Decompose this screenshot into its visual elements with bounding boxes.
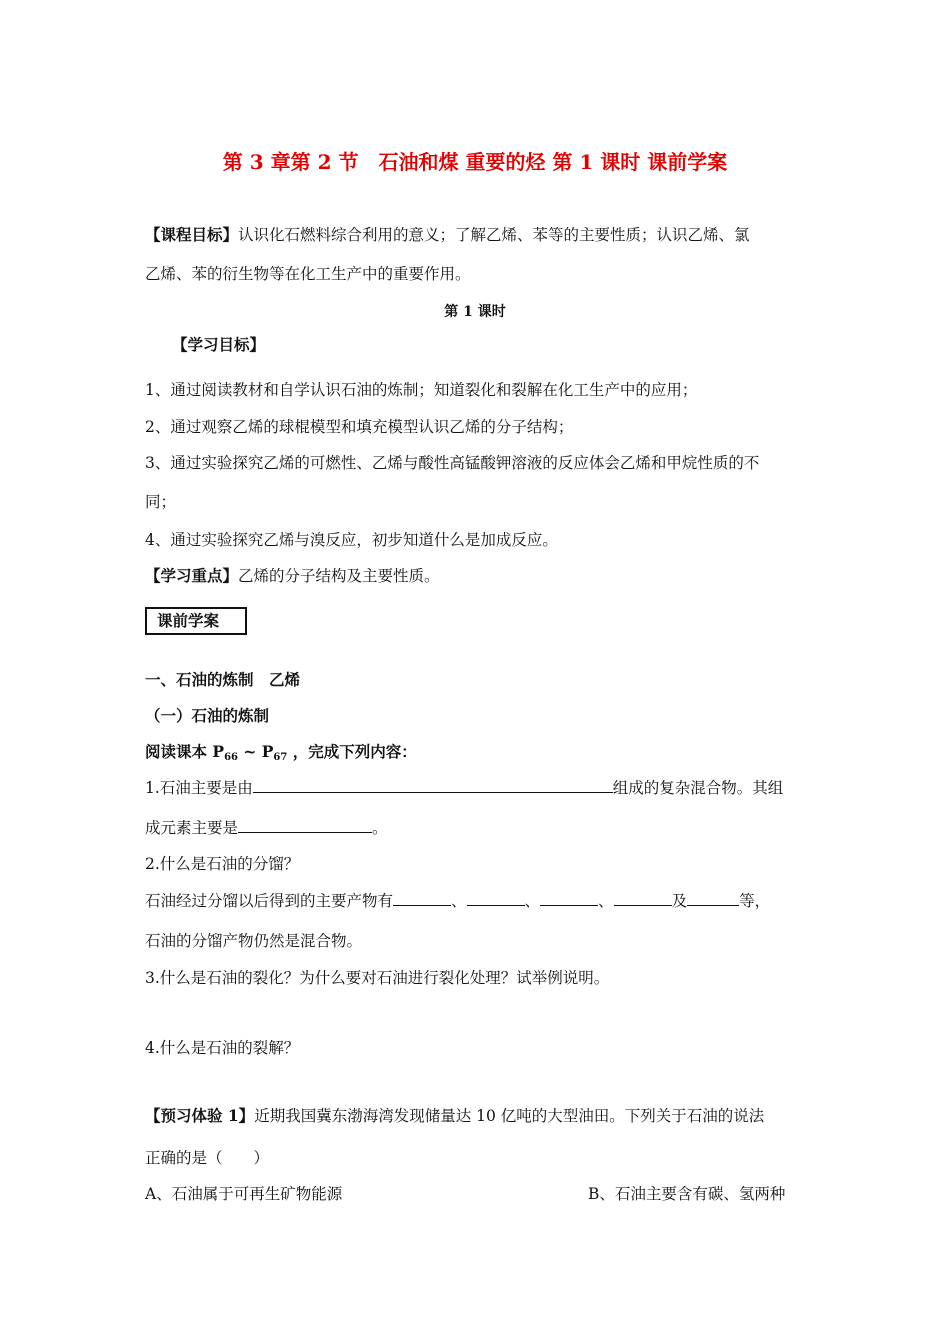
option-b: B、石油主要含有碳、氢两种 [588,1185,786,1203]
option-a: A、石油属于可再生矿物能源 [145,1185,343,1203]
lesson-heading: 第 1 课时 [444,304,506,320]
question-2-title: 2.什么是石油的分馏？ [145,855,300,873]
reading-instruction [145,742,417,768]
goal-1: 1、通过阅读教材和自学认识石油的炼制；知道裂化和裂解在化工生产中的应用； [145,381,698,399]
answer-blank[interactable] [540,891,598,906]
answer-blank[interactable] [614,891,672,906]
question-2-note: 石油的分馏产物仍然是混合物。 [145,932,363,950]
q1-text-b: 组成的复杂混合物。其组 [612,779,784,797]
separator: 、 [451,892,467,910]
goal-2: 2、通过观察乙烯的球棍模型和填充模型认识乙烯的分子结构； [145,418,574,436]
preview-text: 近期我国冀东渤海湾发现储量达 10 亿吨的大型油田。下列关于石油的说法 [254,1107,765,1125]
question-1-line2 [145,818,388,838]
study-focus [145,566,440,586]
preview-line2: 正确的是（ ） [145,1149,270,1167]
preview-label: 【预习体验 1】 [145,1106,255,1125]
reading-tilde: ~ P [237,742,274,761]
q2-text: 石油经过分馏以后得到的主要产物有 [145,892,394,910]
q1-text-d: 。 [372,819,388,837]
separator: 、 [598,892,614,910]
course-goal-label: 【课程目标】 [145,225,239,244]
course-goal-line2: 乙烯、苯的衍生物等在化工生产中的重要作用。 [145,265,471,283]
subsection-heading: （一）石油的炼制 [145,706,270,725]
study-goal-label: 【学习目标】 [172,335,266,354]
question-3: 3.什么是石油的裂化？为什么要对石油进行裂化处理？试举例说明。 [145,969,610,987]
study-focus-text: 乙烯的分子结构及主要性质。 [238,567,440,585]
course-goal-text: 认识化石燃料综合利用的意义；了解乙烯、苯等的主要性质；认识乙烯、氯 [238,226,750,244]
reading-prefix: 阅读课本 P [145,742,225,761]
preview-line1 [145,1106,764,1126]
question-1-line1 [145,778,783,798]
study-focus-label: 【学习重点】 [145,566,239,585]
answer-blank[interactable] [238,818,372,833]
goal-4: 4、通过实验探究乙烯与溴反应，初步知道什么是加成反应。 [145,531,558,549]
page-end: 67 [273,752,288,763]
question-2-line [145,891,770,911]
separator: 、 [524,892,541,910]
q1-text-a: 1.石油主要是由 [145,779,253,797]
q2-end: 等， [739,892,771,910]
goal-3: 3、通过实验探究乙烯的可燃性、乙烯与酸性高锰酸钾溶液的反应体会乙烯和甲烷性质的不 [145,454,760,472]
page-start: 66 [224,752,238,763]
goal-3-continued: 同； [145,493,177,511]
answer-blank[interactable] [393,891,451,906]
q1-text-c: 成元素主要是 [145,819,239,837]
answer-blank[interactable] [253,778,613,793]
course-goal-line1 [145,225,750,245]
answer-blank[interactable] [687,891,739,906]
reading-suffix: ，完成下列内容： [287,742,417,761]
section-heading: 一、石油的炼制 乙烯 [145,670,301,689]
answer-blank[interactable] [467,891,525,906]
document-title: 第 3 章第 2 节 石油和煤 重要的烃 第 1 课时 课前学案 [222,150,728,174]
q2-and: 及 [671,892,688,910]
question-4: 4.什么是石油的裂解？ [145,1039,300,1057]
pre-class-box: 课前学案 [145,607,247,635]
